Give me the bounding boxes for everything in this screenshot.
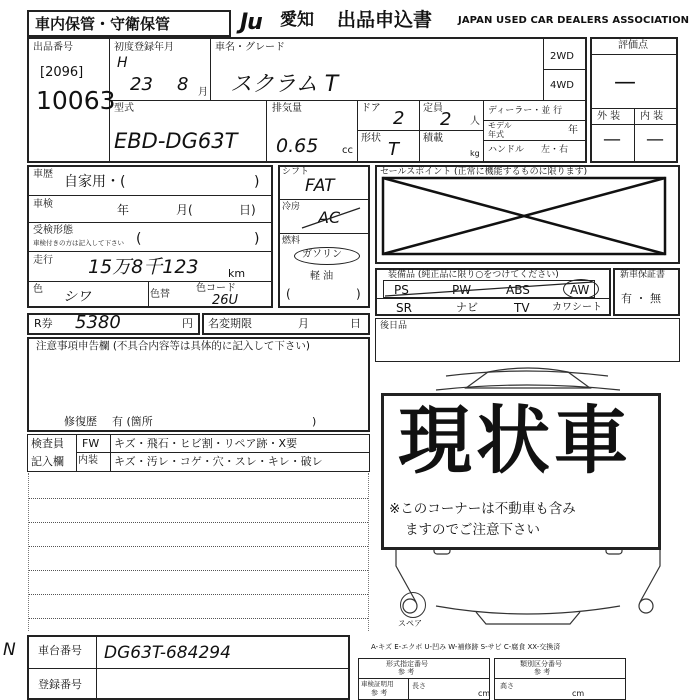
recycle-value: 5380: [75, 312, 121, 333]
drive-2wd: 2WD: [550, 51, 574, 62]
repair-close: ): [312, 415, 317, 428]
equipment-pw: PW: [452, 283, 472, 297]
inspection-label: 車検: [33, 199, 53, 210]
name-change-day: 日: [350, 317, 361, 330]
recycle-unit: 円: [182, 317, 193, 330]
spec-number-label: 形式指定番号: [386, 660, 428, 668]
dealer-handle-label: ハンドル: [488, 145, 525, 155]
fuel-open: (: [286, 287, 291, 301]
margin-mark: N: [3, 640, 16, 660]
capacity-value: 2: [440, 109, 452, 130]
ac-label: 冷房: [282, 202, 301, 212]
warranty-value: 有 ・ 無: [621, 292, 661, 305]
color-label: 色: [33, 284, 43, 295]
first-reg-year: 23: [130, 74, 153, 95]
inspection-year: 年: [117, 203, 130, 217]
equipment-sr: SR: [396, 301, 412, 315]
class-height-unit: cm: [572, 689, 585, 698]
first-reg-label: 初度登録年月: [114, 42, 174, 53]
displacement-unit: cc: [342, 145, 353, 156]
storage-badge: [27, 10, 231, 37]
color-value: シワ: [63, 289, 91, 305]
spare-label: スペア: [398, 619, 422, 628]
repair-value: 有 (箇所: [112, 415, 153, 428]
displacement-label: 排気量: [272, 103, 302, 114]
lot-number: 10063: [36, 86, 116, 115]
later-date-label: 後日品: [380, 321, 408, 331]
ac-strike: [300, 204, 364, 232]
dealer-line1: ディーラー・並 行: [488, 106, 563, 116]
fuel-diesel: 軽 油: [310, 271, 334, 282]
dealer-year-unit: 年: [568, 125, 578, 136]
repair-label: 修復歴: [64, 415, 97, 428]
lot-sub-number: [2096]: [40, 65, 84, 80]
car-name-value: スクラム T: [230, 72, 339, 97]
spec-number-note: 参 考: [398, 668, 415, 676]
interior-label: 内 装: [640, 111, 664, 122]
equipment-ps: PS: [394, 283, 409, 297]
spec-length-label: 長さ: [412, 682, 426, 690]
equipment-navi: ナビ: [456, 301, 478, 314]
reception-open: (: [136, 231, 142, 247]
shift-value: FAT: [305, 176, 335, 196]
inspection-month: 月(: [176, 203, 193, 217]
dealer-handle-value: 左・右: [541, 145, 569, 155]
as-is-title: 現状車: [398, 398, 632, 484]
dealer-model-label: モデル: [488, 121, 512, 130]
dealer-year-label: 年式: [488, 130, 504, 139]
reception-sub: 車検付きの方は記入して下さい: [33, 239, 124, 247]
equipment-label: 装備品 (純正品に限り○をつけてください): [388, 270, 559, 280]
color-change-label: 色替: [150, 289, 170, 300]
association-name: JAPAN USED CAR DEALERS ASSOCIATION: [458, 15, 690, 26]
exterior-label: 外 装: [597, 111, 621, 122]
drive-4wd: 4WD: [550, 80, 574, 91]
spec-note-2: 参 考: [371, 689, 388, 697]
org-name: 愛知: [280, 10, 314, 30]
class-height-label: 高さ: [500, 682, 514, 690]
history-label: 車歴: [33, 169, 53, 180]
reception-close: ): [254, 231, 260, 247]
first-reg-month: 8: [177, 74, 189, 95]
color-code-value: 26U: [212, 293, 239, 308]
mileage-value: 15万8千123: [88, 256, 199, 278]
name-change-month: 月: [298, 317, 309, 330]
first-reg-month-unit: 月: [198, 87, 208, 98]
reception-label: 受検形態: [33, 225, 73, 236]
storage-badge-text: 車内保管・守衛保管: [35, 15, 171, 33]
mileage-label: 走行: [33, 255, 53, 266]
checker-label-1: 検査員: [31, 437, 64, 450]
recycle-label: R券: [34, 317, 53, 330]
checker-int-items: キズ・汚レ・コゲ・穴・スレ・キレ・破レ: [114, 455, 323, 468]
shape-label: 形状: [361, 133, 381, 144]
doors-value: 2: [393, 108, 405, 129]
warranty-label: 新車保証書: [620, 270, 666, 280]
capacity-unit: 人: [470, 116, 480, 127]
car-name-label: 車名・グレード: [215, 42, 285, 53]
doors-label: ドア: [361, 103, 381, 114]
sales-point-label: セールスポイント (正常に機能するものに限ります): [380, 167, 588, 177]
ju-logo: [238, 9, 280, 35]
equipment-abs: ABS: [506, 283, 530, 297]
spec-cert-label: 車検証明用: [361, 680, 394, 688]
checker-fw: FW: [82, 437, 100, 450]
notes-label: 注意事項申告欄 (不具合内容等は具体的に記入して下さい): [36, 340, 311, 352]
model-value: EBD-DG63T: [114, 129, 238, 153]
equipment-aw: AW: [570, 283, 590, 297]
ac-value: AC: [318, 208, 341, 227]
shift-label: シフト: [282, 167, 310, 177]
history-value: 自家用・(: [64, 174, 126, 190]
checker-fw-items: キズ・飛石・ヒビ割・リペア跡・X要: [114, 437, 298, 450]
spare-tire-icon: [400, 592, 426, 618]
exterior-value: —: [603, 129, 621, 150]
rating-value: —: [614, 70, 636, 95]
lot-number-label: 出品番号: [33, 42, 73, 53]
chassis-label: 車台番号: [38, 644, 82, 657]
shape-value: T: [388, 139, 399, 160]
class-number-note: 参 考: [534, 668, 551, 676]
checker-int: 内装: [78, 455, 98, 466]
sales-point-crossout: [381, 176, 669, 258]
plate-label: 登録番号: [38, 678, 82, 691]
spec-length-unit: cm: [478, 689, 491, 698]
as-is-note-2: ますのでご注意下さい: [405, 522, 540, 538]
class-number-label: 類別区分番号: [520, 660, 562, 668]
equipment-tv: TV: [514, 301, 530, 315]
checker-label-2: 記入欄: [31, 455, 64, 468]
color-code-label: 色コード: [196, 283, 236, 294]
equipment-strike-line: [383, 278, 597, 300]
form-title: 出品申込書: [337, 9, 433, 31]
inspection-day: 日): [239, 203, 256, 217]
rating-label: 評価点: [618, 40, 648, 51]
displacement-value: 0.65: [276, 135, 319, 157]
equipment-seat: カワシート: [552, 302, 602, 313]
name-change-label: 名変期限: [208, 317, 252, 330]
model-label: 型式: [114, 103, 134, 114]
as-is-note-1: ※このコーナーは不動車も含み: [389, 501, 576, 517]
interior-value: —: [646, 129, 664, 150]
later-date-box: [375, 318, 680, 362]
fuel-gas: ガソリン: [302, 249, 342, 260]
load-unit: kg: [470, 149, 480, 158]
mileage-unit: km: [228, 267, 246, 280]
history-close: ): [254, 174, 260, 190]
fuel-label: 燃料: [282, 236, 301, 246]
damage-legend: A-キズ E-エクボ U-凹み W-補修跡 S-サビ C-腐食 XX-交換済: [371, 643, 561, 651]
chassis-value: DG63T-684294: [104, 643, 231, 663]
first-reg-era: H: [117, 55, 128, 71]
ju-logo-text: Ju: [240, 10, 262, 35]
fuel-close: ): [356, 287, 361, 301]
load-label: 積載: [423, 133, 443, 144]
capacity-label: 定員: [423, 103, 443, 114]
